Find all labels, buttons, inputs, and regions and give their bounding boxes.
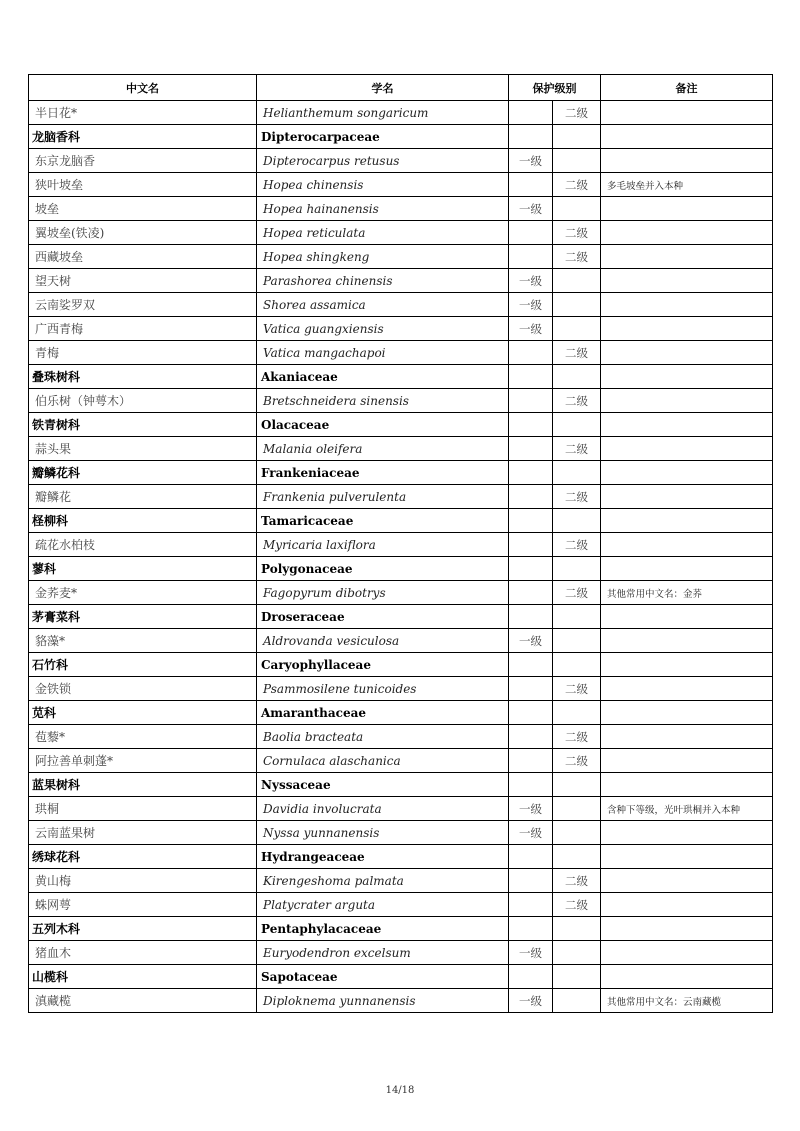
species-row [29,749,773,773]
species-row [29,869,773,893]
level-1-cell [509,101,553,125]
species-scientific-name: Davidia involucrata [257,797,509,821]
family-row [29,557,773,581]
species-chinese-name: 青梅 [29,341,257,365]
level-1-cell: 一级 [509,149,553,173]
family-chinese-name: 绣球花科 [29,845,257,869]
family-row [29,125,773,149]
species-chinese-name: 广西青梅 [29,317,257,341]
species-scientific-name: Aldrovanda vesiculosa [257,629,509,653]
species-row [29,149,773,173]
level-1-cell [509,917,553,941]
species-scientific-name: Fagopyrum dibotrys [257,581,509,605]
family-row [29,461,773,485]
family-scientific-name: Nyssaceae [257,773,509,797]
family-chinese-name: 蓼科 [29,557,257,581]
page-number: 14/18 [385,1085,415,1096]
level-2-cell [553,917,601,941]
species-chinese-name: 黄山梅 [29,869,257,893]
species-row [29,797,773,821]
species-row [29,821,773,845]
species-scientific-name: Myricaria laxiflora [257,533,509,557]
header-remarks: 备注 [601,75,773,101]
level-1-cell [509,557,553,581]
level-2-cell [553,317,601,341]
species-row [29,173,773,197]
level-2-cell [553,365,601,389]
species-row [29,941,773,965]
remarks-cell [601,653,773,677]
level-1-cell [509,245,553,269]
family-scientific-name: Frankeniaceae [257,461,509,485]
species-scientific-name: Frankenia pulverulenta [257,485,509,509]
species-chinese-name: 半日花* [29,101,257,125]
level-1-cell [509,605,553,629]
level-2-cell [553,653,601,677]
species-row [29,629,773,653]
family-scientific-name: Akaniaceae [257,365,509,389]
species-scientific-name: Vatica mangachapoi [257,341,509,365]
level-2-cell [553,773,601,797]
species-scientific-name: Shorea assamica [257,293,509,317]
level-2-cell: 二级 [553,221,601,245]
species-chinese-name: 滇藏榄 [29,989,257,1013]
species-chinese-name: 金铁锁 [29,677,257,701]
remarks-cell [601,869,773,893]
level-1-cell [509,749,553,773]
family-row [29,653,773,677]
species-row [29,245,773,269]
remarks-cell [601,773,773,797]
remarks-cell [601,461,773,485]
level-1-cell: 一级 [509,989,553,1013]
remarks-cell [601,509,773,533]
family-scientific-name: Tamaricaceae [257,509,509,533]
remarks-cell [601,845,773,869]
level-1-cell [509,485,553,509]
species-row [29,485,773,509]
species-scientific-name: Hopea hainanensis [257,197,509,221]
species-chinese-name: 蛛网萼 [29,893,257,917]
remarks-cell [601,485,773,509]
level-2-cell [553,629,601,653]
family-row [29,917,773,941]
family-chinese-name: 柽柳科 [29,509,257,533]
level-2-cell: 二级 [553,173,601,197]
family-chinese-name: 蓝果树科 [29,773,257,797]
level-2-cell [553,965,601,989]
level-1-cell [509,533,553,557]
species-row [29,677,773,701]
level-1-cell: 一级 [509,269,553,293]
level-2-cell: 二级 [553,245,601,269]
species-row [29,893,773,917]
remarks-cell [601,821,773,845]
level-2-cell [553,197,601,221]
level-2-cell: 二级 [553,869,601,893]
remarks-cell [601,677,773,701]
family-scientific-name: Droseraceae [257,605,509,629]
remarks-cell [601,293,773,317]
level-2-cell [553,125,601,149]
species-scientific-name: Dipterocarpus retusus [257,149,509,173]
level-2-cell [553,845,601,869]
species-row [29,989,773,1013]
species-chinese-name: 金荞麦* [29,581,257,605]
level-1-cell [509,701,553,725]
remarks-cell [601,389,773,413]
remarks-cell [601,965,773,989]
protected-plants-table [28,74,773,1013]
remarks-cell: 其他常用中文名：云南藏榄 [601,989,773,1013]
remarks-cell [601,197,773,221]
level-1-cell [509,581,553,605]
level-1-cell: 一级 [509,821,553,845]
family-row [29,413,773,437]
remarks-cell [601,365,773,389]
species-scientific-name: Helianthemum songaricum [257,101,509,125]
level-1-cell [509,677,553,701]
level-2-cell [553,557,601,581]
level-1-cell [509,341,553,365]
species-chinese-name: 珙桐 [29,797,257,821]
remarks-cell [601,437,773,461]
level-2-cell [553,989,601,1013]
remarks-cell [601,605,773,629]
species-scientific-name: Baolia bracteata [257,725,509,749]
family-row [29,845,773,869]
species-scientific-name: Vatica guangxiensis [257,317,509,341]
remarks-cell [601,725,773,749]
family-scientific-name: Dipterocarpaceae [257,125,509,149]
family-scientific-name: Olacaceae [257,413,509,437]
level-2-cell [553,413,601,437]
family-scientific-name: Pentaphylacaceae [257,917,509,941]
level-2-cell [553,821,601,845]
species-scientific-name: Hopea reticulata [257,221,509,245]
level-1-cell [509,869,553,893]
family-scientific-name: Polygonaceae [257,557,509,581]
level-1-cell [509,173,553,197]
species-row [29,581,773,605]
species-chinese-name: 翼坡垒(铁凌) [29,221,257,245]
species-row [29,389,773,413]
level-1-cell [509,461,553,485]
species-row [29,533,773,557]
level-1-cell: 一级 [509,941,553,965]
level-1-cell [509,437,553,461]
level-2-cell [553,509,601,533]
species-scientific-name: Kirengeshoma palmata [257,869,509,893]
remarks-cell [601,101,773,125]
remarks-cell [601,917,773,941]
remarks-cell: 含种下等级，光叶珙桐并入本种 [601,797,773,821]
family-row [29,605,773,629]
family-scientific-name: Caryophyllaceae [257,653,509,677]
remarks-cell [601,245,773,269]
family-chinese-name: 苋科 [29,701,257,725]
species-chinese-name: 伯乐树（钟萼木） [29,389,257,413]
species-chinese-name: 猪血木 [29,941,257,965]
family-row [29,509,773,533]
species-row [29,293,773,317]
level-1-cell: 一级 [509,197,553,221]
remarks-cell [601,701,773,725]
species-chinese-name: 阿拉善单刺蓬* [29,749,257,773]
family-row [29,773,773,797]
remarks-cell [601,269,773,293]
level-1-cell [509,509,553,533]
remarks-cell: 其他常用中文名：金荞 [601,581,773,605]
family-chinese-name: 石竹科 [29,653,257,677]
level-2-cell: 二级 [553,893,601,917]
level-1-cell: 一级 [509,629,553,653]
level-1-cell [509,965,553,989]
species-chinese-name: 云南蓝果树 [29,821,257,845]
level-1-cell [509,773,553,797]
species-row [29,101,773,125]
species-row [29,269,773,293]
level-2-cell: 二级 [553,389,601,413]
family-chinese-name: 龙脑香科 [29,125,257,149]
species-scientific-name: Hopea shingkeng [257,245,509,269]
species-scientific-name: Bretschneidera sinensis [257,389,509,413]
species-row [29,341,773,365]
family-chinese-name: 五列木科 [29,917,257,941]
family-chinese-name: 茅膏菜科 [29,605,257,629]
family-row [29,365,773,389]
remarks-cell: 多毛坡垒并入本种 [601,173,773,197]
species-scientific-name: Cornulaca alaschanica [257,749,509,773]
remarks-cell [601,149,773,173]
level-2-cell [553,941,601,965]
species-scientific-name: Euryodendron excelsum [257,941,509,965]
species-chinese-name: 狭叶坡垒 [29,173,257,197]
species-chinese-name: 云南娑罗双 [29,293,257,317]
species-chinese-name: 西藏坡垒 [29,245,257,269]
species-chinese-name: 望天树 [29,269,257,293]
family-chinese-name: 铁青树科 [29,413,257,437]
level-1-cell: 一级 [509,293,553,317]
species-chinese-name: 苞藜* [29,725,257,749]
remarks-cell [601,125,773,149]
level-1-cell [509,725,553,749]
family-row [29,701,773,725]
species-chinese-name: 疏花水柏枝 [29,533,257,557]
level-2-cell: 二级 [553,725,601,749]
species-chinese-name: 蒜头果 [29,437,257,461]
level-1-cell [509,389,553,413]
table-body [29,101,773,1013]
level-1-cell [509,893,553,917]
remarks-cell [601,629,773,653]
family-chinese-name: 瓣鳞花科 [29,461,257,485]
level-2-cell [553,701,601,725]
species-chinese-name: 坡垒 [29,197,257,221]
level-2-cell: 二级 [553,485,601,509]
species-chinese-name: 东京龙脑香 [29,149,257,173]
level-1-cell [509,125,553,149]
table-header-row [29,75,773,101]
family-scientific-name: Hydrangeaceae [257,845,509,869]
level-1-cell: 一级 [509,797,553,821]
header-scientific-name: 学名 [257,75,509,101]
species-scientific-name: Nyssa yunnanensis [257,821,509,845]
species-row [29,197,773,221]
level-2-cell: 二级 [553,341,601,365]
level-2-cell [553,269,601,293]
remarks-cell [601,557,773,581]
level-2-cell [553,461,601,485]
family-chinese-name: 叠珠树科 [29,365,257,389]
header-chinese-name: 中文名 [29,75,257,101]
level-2-cell: 二级 [553,749,601,773]
level-2-cell: 二级 [553,677,601,701]
remarks-cell [601,413,773,437]
species-scientific-name: Malania oleifera [257,437,509,461]
remarks-cell [601,221,773,245]
species-row [29,437,773,461]
level-1-cell [509,365,553,389]
level-1-cell [509,845,553,869]
level-2-cell [553,797,601,821]
level-2-cell [553,149,601,173]
level-2-cell: 二级 [553,101,601,125]
level-2-cell [553,293,601,317]
family-scientific-name: Amaranthaceae [257,701,509,725]
level-2-cell: 二级 [553,533,601,557]
species-row [29,221,773,245]
level-1-cell [509,221,553,245]
remarks-cell [601,533,773,557]
species-scientific-name: Psammosilene tunicoides [257,677,509,701]
level-2-cell: 二级 [553,581,601,605]
level-2-cell: 二级 [553,437,601,461]
remarks-cell [601,341,773,365]
family-row [29,965,773,989]
level-1-cell [509,653,553,677]
species-row [29,317,773,341]
species-scientific-name: Diploknema yunnanensis [257,989,509,1013]
species-chinese-name: 貉藻* [29,629,257,653]
species-row [29,725,773,749]
species-scientific-name: Platycrater arguta [257,893,509,917]
remarks-cell [601,893,773,917]
level-2-cell [553,605,601,629]
remarks-cell [601,317,773,341]
remarks-cell [601,749,773,773]
species-scientific-name: Parashorea chinensis [257,269,509,293]
level-1-cell [509,413,553,437]
species-chinese-name: 瓣鳞花 [29,485,257,509]
header-protection-level: 保护级别 [509,75,601,101]
family-scientific-name: Sapotaceae [257,965,509,989]
family-chinese-name: 山榄科 [29,965,257,989]
remarks-cell [601,941,773,965]
species-scientific-name: Hopea chinensis [257,173,509,197]
level-1-cell: 一级 [509,317,553,341]
